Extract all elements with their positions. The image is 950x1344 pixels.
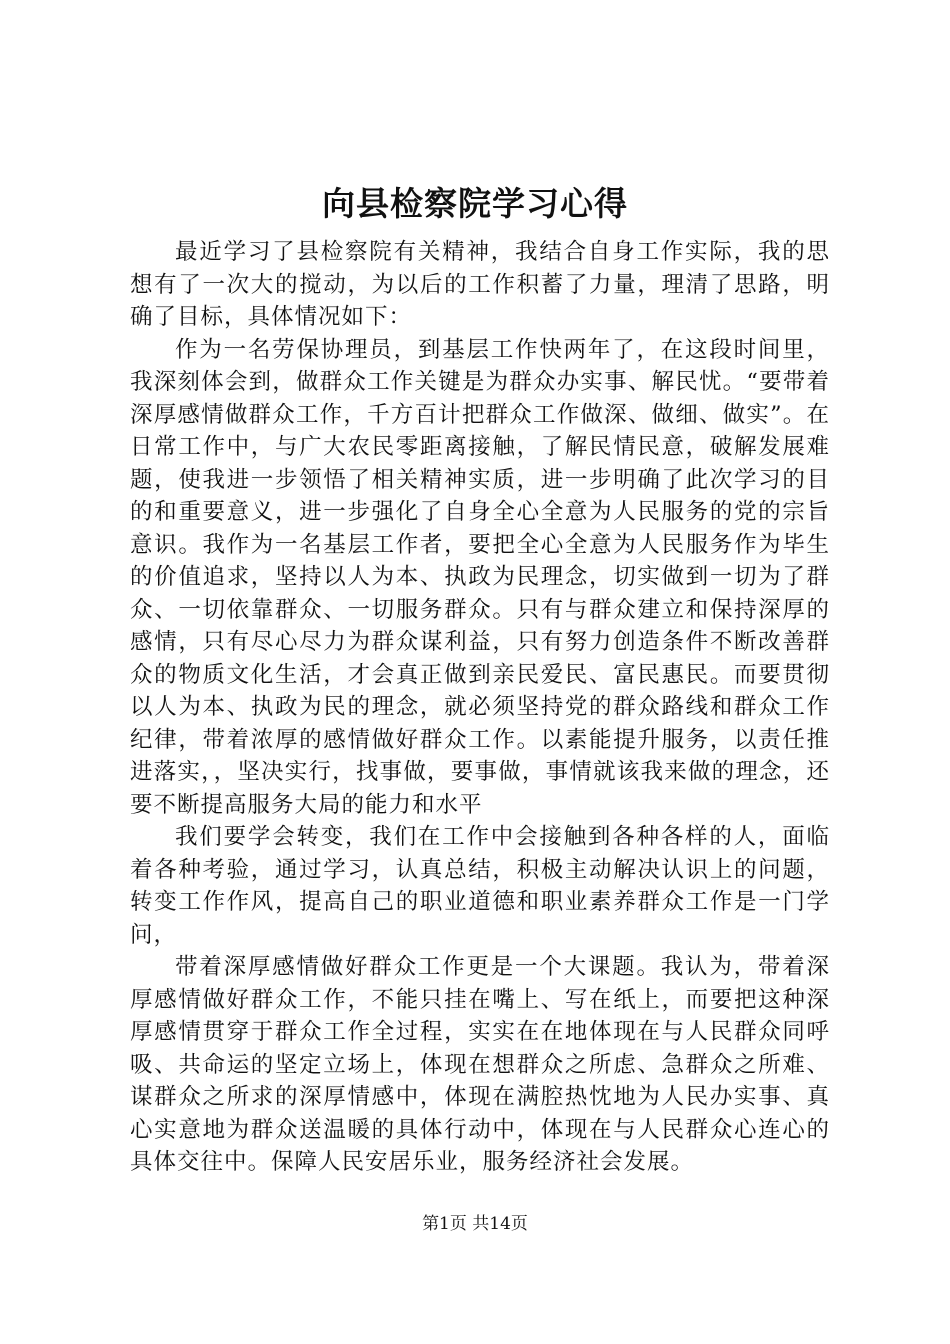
paragraph-4: 带着深厚感情做好群众工作更是一个大课题。我认为，带着深厚感情做好群众工作，不能只挂在嘴上、写在纸上，而要把这种深厚感情贯穿于群众工作全过程，实实在在地体现在与人民群众同呼吸、共命运的坚定立场上，体现在想群众之所虑、急群众之所难、谋群众之所求的深厚情感中，体现在满腔热忱地为人民办实事、真心实意地为群众送温暖的具体行动中，体现在与人民群众心连心的具体交往中。保障人民安居乐业，服务经济社会发展。 [130, 954, 830, 1175]
paragraph-3: 我们要学会转变，我们在工作中会接触到各种各样的人，面临着各种考验，通过学习，认真总结，积极主动解决认识上的问题，转变工作作风，提高自己的职业道德和职业素养群众工作是一门学问， [130, 824, 830, 948]
document-title: 向县检察院学习心得 [322, 184, 628, 223]
paragraph-1: 最近学习了县检察院有关精神，我结合自身工作实际，我的思想有了一次大的搅动，为以后的工作积蓄了力量，理清了思路，明确了目标，具体情况如下： [130, 239, 830, 330]
document-body [130, 236, 830, 1179]
paragraph-2: 作为一名劳保协理员，到基层工作快两年了，在这段时间里，我深刻体会到，做群众工作关键是为群众办实事、解民忧。“要带着深厚感情做群众工作，千方百计把群众工作做深、做细、做实”。在日常工作中，与广大农民零距离接触，了解民情民意，破解发展难题，使我进一步领悟了相关精神实质，进一步明确了此次学习的目的和重要意义，进一步强化了自身全心全意为人民服务的党的宗旨意识。我作为一名基层工作者，要把全心全意为人民服务作为毕生的价值追求，坚持以人为本、执政为民理念，切实做到一切为了群众、一切依靠群众、一切服务群众。只有与群众建立和保持深厚的感情，只有尽心尽力为群众谋利益，只有努力创造条件不断改善群众的物质文化生活，才会真正做到亲民爱民、富民惠民。而要贯彻以人为本、执政为民的理念，就必须坚持党的群众路线和群众工作纪律，带着浓厚的感情做好群众工作。以素能提升服务，以责任推进落实，，坚决实行，找事做，要事做，事情就该我来做的理念，还要不断提高服务大局的能力和水平 [130, 336, 830, 818]
page-number: 第1页 共14页 [422, 1214, 528, 1234]
